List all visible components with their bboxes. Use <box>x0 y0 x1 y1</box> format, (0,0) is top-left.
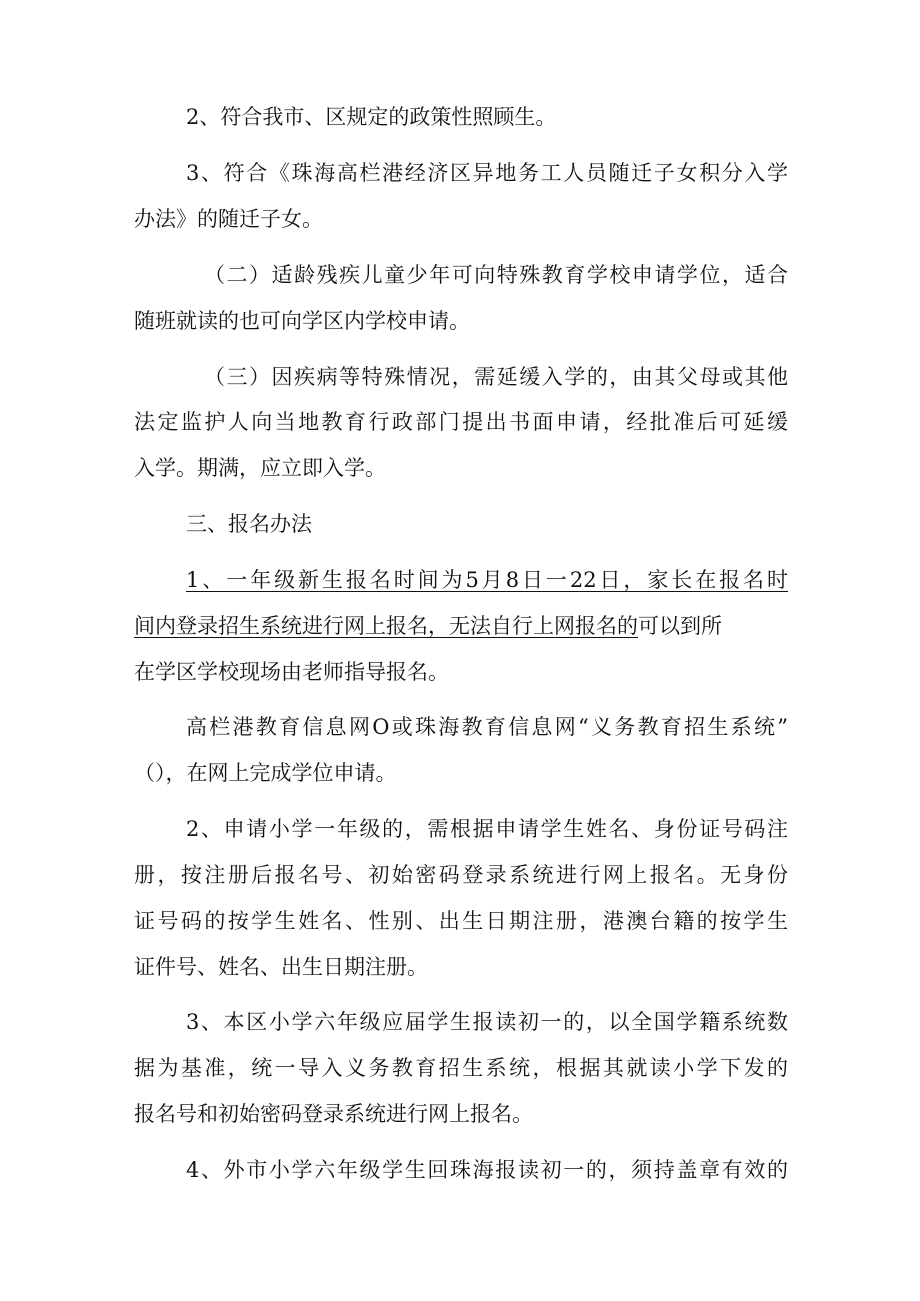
item-2-policy-students: 2、符合我市、区规定的政策性照顾生。 <box>186 105 557 129</box>
section-2-disabled-children-line-2: 随班就读的也可向学区内学校申请。 <box>134 309 470 333</box>
reg-item-1-line-2-tail: 可以到所 <box>638 614 722 638</box>
reg-item-1-line-1: 1、一年级新生报名时间为5月8日一22日，家长在报名时 <box>186 568 788 592</box>
reg-item-3-line-3: 报名号和初始密码登录系统进行网上报名。 <box>134 1102 533 1126</box>
reg-item-1-line-3: 在学区学校现场由老师指导报名。 <box>134 660 449 684</box>
section-3-deferral-line-2: 法定监护人向当地教育行政部门提出书面申请，经批准后可延缓 <box>134 410 788 434</box>
reg-item-3-line-2: 据为基准，统一导入义务教育招生系统，根据其就读小学下发的 <box>134 1056 788 1080</box>
section-3-deferral-line-1: （三）因疾病等特殊情况，需延缓入学的，由其父母或其他 <box>204 365 788 389</box>
reg-item-2-line-1: 2、申请小学一年级的，需根据申请学生姓名、身份证号码注 <box>186 817 788 841</box>
reg-item-2-line-2: 册，按注册后报名号、初始密码登录系统进行网上报名。无身份 <box>134 863 788 887</box>
section-2-disabled-children-line-1: （二）适龄残疾儿童少年可向特殊教育学校申请学位，适合 <box>204 263 788 287</box>
reg-item-3-line-1: 3、本区小学六年级应届学生报读初一的，以全国学籍系统数 <box>186 1010 788 1034</box>
item-3-migrant-children-line-1: 3、符合《珠海高栏港经济区异地务工人员随迁子女积分入学 <box>186 161 788 185</box>
website-info-line-2: （），在网上完成学位申请。 <box>134 761 397 785</box>
reg-item-2-line-3: 证号码的按学生姓名、性别、出生日期注册，港澳台籍的按学生 <box>134 909 788 933</box>
item-3-migrant-children-line-2: 办法》的随迁子女。 <box>134 207 323 231</box>
reg-item-4-line-1: 4、外市小学六年级学生回珠海报读初一的，须持盖章有效的 <box>186 1158 788 1182</box>
reg-item-1-line-2 <box>134 610 788 642</box>
website-info-line-1: 高栏港教育信息网O或珠海教育信息网“义务教育招生系统” <box>186 715 788 739</box>
heading-registration-method: 三、报名办法 <box>186 512 312 536</box>
section-3-deferral-line-3: 入学。期满，应立即入学。 <box>134 456 386 480</box>
reg-item-1-underlined-text: 间内登录招生系统进行网上报名，无法自行上网报名的 <box>134 614 638 638</box>
reg-item-2-line-4: 证件号、姓名、出生日期注册。 <box>134 955 428 979</box>
